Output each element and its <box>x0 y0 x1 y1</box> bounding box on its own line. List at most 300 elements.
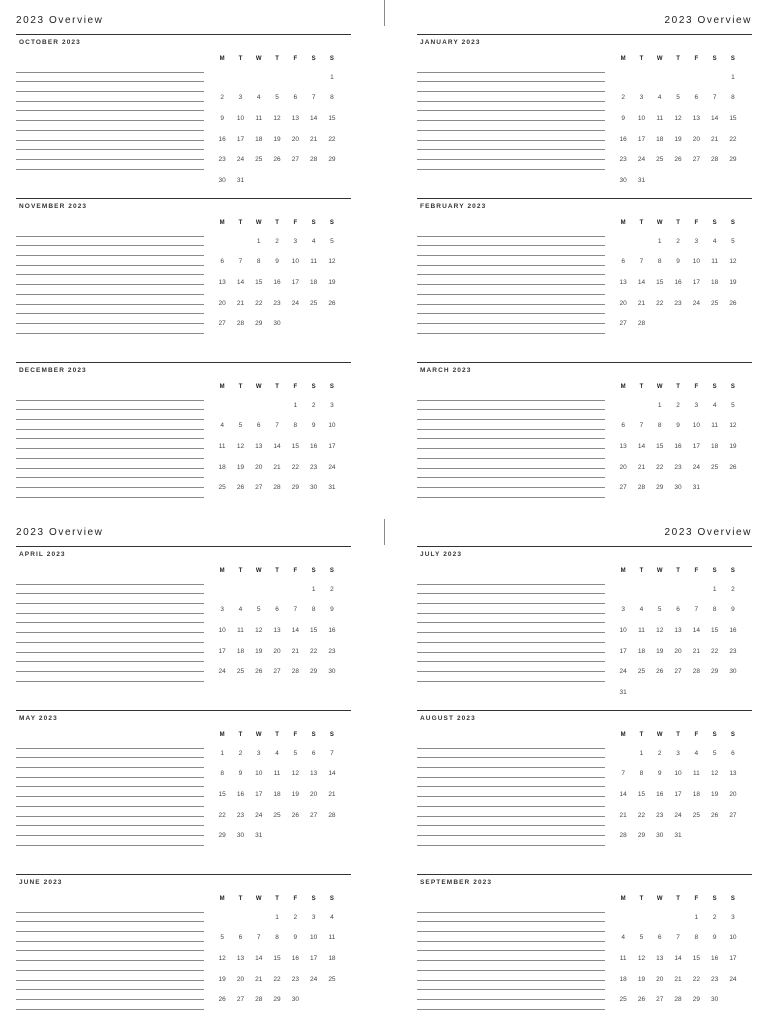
day-number[interactable]: 30 <box>291 996 299 1004</box>
day-number[interactable]: 14 <box>273 442 281 450</box>
note-line[interactable] <box>417 981 605 991</box>
day-number[interactable]: 23 <box>218 156 226 164</box>
day-number[interactable]: 10 <box>692 422 700 430</box>
day-number[interactable]: 19 <box>711 790 719 798</box>
note-line[interactable] <box>16 295 204 305</box>
day-number[interactable]: 7 <box>238 258 243 266</box>
note-line[interactable] <box>16 305 204 315</box>
day-number[interactable]: 5 <box>238 422 243 430</box>
note-line[interactable] <box>16 903 204 913</box>
day-number[interactable]: 9 <box>293 934 298 942</box>
day-number[interactable]: 12 <box>255 626 263 634</box>
day-number[interactable]: 6 <box>676 606 680 614</box>
day-number[interactable]: 27 <box>729 811 737 819</box>
day-number[interactable]: 9 <box>731 606 735 614</box>
day-number[interactable]: 8 <box>293 422 298 430</box>
day-number[interactable]: 23 <box>674 299 682 307</box>
day-number[interactable]: 17 <box>236 135 245 143</box>
note-line[interactable] <box>417 739 605 749</box>
day-number[interactable]: 26 <box>291 811 299 819</box>
day-number[interactable]: 5 <box>676 94 680 102</box>
day-number[interactable]: 22 <box>692 975 700 983</box>
note-line[interactable] <box>417 449 605 459</box>
day-number[interactable]: 7 <box>256 934 261 942</box>
day-number[interactable]: 11 <box>692 770 700 778</box>
note-line[interactable] <box>16 111 204 121</box>
note-line[interactable] <box>417 401 605 411</box>
note-line[interactable] <box>417 420 605 430</box>
day-number[interactable]: 8 <box>657 422 662 430</box>
note-line[interactable] <box>16 662 204 672</box>
day-number[interactable]: 5 <box>712 749 717 757</box>
day-number[interactable]: 23 <box>674 463 682 471</box>
day-number[interactable]: 14 <box>328 770 336 778</box>
day-number[interactable]: 2 <box>293 913 298 921</box>
day-number[interactable]: 15 <box>255 278 263 286</box>
day-number[interactable]: 4 <box>621 934 625 942</box>
day-number[interactable]: 22 <box>310 647 318 655</box>
day-number[interactable]: 4 <box>657 94 662 102</box>
day-number[interactable]: 9 <box>657 770 662 778</box>
day-number[interactable]: 29 <box>729 156 737 164</box>
day-number[interactable]: 10 <box>328 422 336 430</box>
day-number[interactable]: 7 <box>676 934 680 942</box>
day-number[interactable]: 12 <box>328 258 336 266</box>
day-number[interactable]: 8 <box>712 606 717 614</box>
note-line[interactable] <box>417 430 605 440</box>
day-number[interactable]: 3 <box>238 94 243 102</box>
day-number[interactable]: 22 <box>729 135 737 143</box>
day-number[interactable]: 8 <box>694 934 699 942</box>
day-number[interactable]: 30 <box>674 484 682 492</box>
day-number[interactable]: 13 <box>291 114 299 122</box>
day-number[interactable]: 13 <box>619 442 627 450</box>
day-number[interactable]: 21 <box>692 647 700 655</box>
note-line[interactable] <box>16 633 204 643</box>
day-number[interactable]: 27 <box>692 156 700 164</box>
note-line[interactable] <box>417 488 605 498</box>
day-number[interactable]: 1 <box>220 749 224 757</box>
note-line[interactable] <box>417 121 605 131</box>
day-number[interactable]: 16 <box>273 278 281 286</box>
note-line[interactable] <box>16 739 204 749</box>
day-number[interactable]: 4 <box>639 606 644 614</box>
day-number[interactable]: 17 <box>619 647 627 655</box>
note-line[interactable] <box>16 246 204 256</box>
day-number[interactable]: 14 <box>637 442 646 450</box>
notes-area[interactable] <box>16 391 204 498</box>
day-number[interactable]: 16 <box>656 790 664 798</box>
day-number[interactable]: 12 <box>291 770 299 778</box>
note-line[interactable] <box>16 449 204 459</box>
note-line[interactable] <box>417 141 605 151</box>
day-number[interactable]: 11 <box>328 934 336 942</box>
day-number[interactable]: 2 <box>712 913 717 921</box>
day-number[interactable]: 16 <box>236 790 245 798</box>
note-line[interactable] <box>16 623 204 633</box>
note-line[interactable] <box>417 913 605 923</box>
day-number[interactable]: 11 <box>255 114 263 122</box>
day-number[interactable]: 9 <box>621 114 625 122</box>
day-number[interactable]: 19 <box>729 442 737 450</box>
day-number[interactable]: 9 <box>311 422 316 430</box>
day-number[interactable]: 25 <box>656 156 664 164</box>
day-number[interactable]: 16 <box>291 954 299 962</box>
note-line[interactable] <box>16 82 204 92</box>
note-line[interactable] <box>417 575 605 585</box>
note-line[interactable] <box>16 971 204 981</box>
day-number[interactable]: 18 <box>273 790 281 798</box>
day-number[interactable]: 28 <box>692 668 700 676</box>
day-number[interactable]: 5 <box>731 401 735 409</box>
day-number[interactable]: 27 <box>619 320 627 328</box>
day-number[interactable]: 30 <box>273 320 281 328</box>
note-line[interactable] <box>16 932 204 942</box>
day-number[interactable]: 28 <box>310 156 318 164</box>
notes-area[interactable] <box>16 575 204 682</box>
day-number[interactable]: 5 <box>731 237 735 245</box>
day-number[interactable]: 9 <box>676 422 680 430</box>
day-number[interactable]: 24 <box>328 463 336 471</box>
day-number[interactable]: 3 <box>676 749 680 757</box>
day-number[interactable]: 1 <box>293 401 298 409</box>
day-number[interactable]: 4 <box>256 94 261 102</box>
day-number[interactable]: 10 <box>236 114 245 122</box>
day-number[interactable]: 14 <box>711 114 719 122</box>
day-number[interactable]: 29 <box>637 832 646 840</box>
note-line[interactable] <box>16 73 204 83</box>
day-number[interactable]: 25 <box>637 668 646 676</box>
day-number[interactable]: 2 <box>311 401 316 409</box>
day-number[interactable]: 8 <box>657 258 662 266</box>
day-number[interactable]: 22 <box>218 811 226 819</box>
day-number[interactable]: 9 <box>238 770 243 778</box>
note-line[interactable] <box>16 227 204 237</box>
note-line[interactable] <box>417 295 605 305</box>
day-number[interactable]: 16 <box>619 135 627 143</box>
day-number[interactable]: 22 <box>637 811 646 819</box>
day-number[interactable]: 30 <box>711 996 719 1004</box>
note-line[interactable] <box>417 903 605 913</box>
day-number[interactable]: 8 <box>275 934 279 942</box>
day-number[interactable]: 14 <box>310 114 318 122</box>
day-number[interactable]: 25 <box>255 156 263 164</box>
day-number[interactable]: 15 <box>218 790 226 798</box>
day-number[interactable]: 22 <box>273 975 281 983</box>
day-number[interactable]: 25 <box>711 463 719 471</box>
day-number[interactable]: 12 <box>656 626 664 634</box>
day-number[interactable]: 24 <box>255 811 263 819</box>
day-number[interactable]: 1 <box>657 237 662 245</box>
day-number[interactable]: 8 <box>330 94 334 102</box>
day-number[interactable]: 3 <box>220 606 224 614</box>
day-number[interactable]: 11 <box>638 626 645 634</box>
day-number[interactable]: 28 <box>674 996 682 1004</box>
day-number[interactable]: 18 <box>711 278 719 286</box>
day-number[interactable]: 19 <box>656 647 664 655</box>
day-number[interactable]: 19 <box>328 278 336 286</box>
day-number[interactable]: 30 <box>218 176 226 184</box>
day-number[interactable]: 28 <box>291 668 299 676</box>
note-line[interactable] <box>16 275 204 285</box>
day-number[interactable]: 11 <box>711 422 718 430</box>
day-number[interactable]: 17 <box>291 278 299 286</box>
day-number[interactable]: 17 <box>692 278 700 286</box>
day-number[interactable]: 13 <box>674 626 682 634</box>
day-number[interactable]: 31 <box>619 688 627 696</box>
day-number[interactable]: 2 <box>275 237 279 245</box>
note-line[interactable] <box>16 575 204 585</box>
note-line[interactable] <box>417 237 605 247</box>
day-number[interactable]: 7 <box>639 258 644 266</box>
day-number[interactable]: 23 <box>619 156 627 164</box>
day-number[interactable]: 5 <box>220 934 224 942</box>
day-number[interactable]: 27 <box>255 484 263 492</box>
note-line[interactable] <box>417 633 605 643</box>
notes-area[interactable] <box>417 903 605 1010</box>
day-number[interactable]: 6 <box>311 749 316 757</box>
day-number[interactable]: 29 <box>273 996 281 1004</box>
note-line[interactable] <box>16 410 204 420</box>
day-number[interactable]: 21 <box>637 299 646 307</box>
day-number[interactable]: 24 <box>692 299 700 307</box>
day-number[interactable]: 10 <box>674 770 682 778</box>
note-line[interactable] <box>417 275 605 285</box>
note-line[interactable] <box>16 604 204 614</box>
day-number[interactable]: 2 <box>657 749 662 757</box>
day-number[interactable]: 26 <box>674 156 682 164</box>
day-number[interactable]: 13 <box>692 114 700 122</box>
note-line[interactable] <box>417 324 605 334</box>
note-line[interactable] <box>417 92 605 102</box>
day-number[interactable]: 20 <box>729 790 737 798</box>
note-line[interactable] <box>16 478 204 488</box>
day-number[interactable]: 24 <box>692 463 700 471</box>
day-number[interactable]: 20 <box>236 975 245 983</box>
note-line[interactable] <box>16 160 204 170</box>
day-number[interactable]: 4 <box>712 401 717 409</box>
note-line[interactable] <box>417 111 605 121</box>
day-number[interactable]: 4 <box>712 237 717 245</box>
day-number[interactable]: 23 <box>273 299 281 307</box>
day-number[interactable]: 28 <box>328 811 336 819</box>
day-number[interactable]: 20 <box>674 647 682 655</box>
note-line[interactable] <box>417 922 605 932</box>
note-line[interactable] <box>16 1000 204 1010</box>
day-number[interactable]: 3 <box>639 94 644 102</box>
day-number[interactable]: 2 <box>220 94 224 102</box>
day-number[interactable]: 12 <box>729 422 737 430</box>
notes-area[interactable] <box>16 739 204 846</box>
notes-area[interactable] <box>417 391 605 498</box>
day-number[interactable]: 19 <box>273 135 281 143</box>
note-line[interactable] <box>417 391 605 401</box>
note-line[interactable] <box>16 594 204 604</box>
note-line[interactable] <box>16 951 204 961</box>
day-number[interactable]: 11 <box>273 770 281 778</box>
note-line[interactable] <box>16 778 204 788</box>
day-number[interactable]: 16 <box>674 278 682 286</box>
day-number[interactable]: 16 <box>674 442 682 450</box>
day-number[interactable]: 26 <box>273 156 281 164</box>
day-number[interactable]: 29 <box>218 832 226 840</box>
note-line[interactable] <box>16 672 204 682</box>
day-number[interactable]: 13 <box>656 954 664 962</box>
day-number[interactable]: 14 <box>619 790 627 798</box>
notes-area[interactable] <box>417 739 605 846</box>
note-line[interactable] <box>417 439 605 449</box>
day-number[interactable]: 24 <box>310 975 318 983</box>
note-line[interactable] <box>16 797 204 807</box>
day-number[interactable]: 8 <box>256 258 261 266</box>
day-number[interactable]: 26 <box>729 299 737 307</box>
day-number[interactable]: 2 <box>676 401 680 409</box>
day-number[interactable]: 28 <box>619 832 627 840</box>
day-number[interactable]: 31 <box>674 832 682 840</box>
note-line[interactable] <box>417 604 605 614</box>
day-number[interactable]: 26 <box>218 996 226 1004</box>
day-number[interactable]: 6 <box>621 422 625 430</box>
note-line[interactable] <box>417 749 605 759</box>
day-number[interactable]: 6 <box>621 258 625 266</box>
note-line[interactable] <box>16 585 204 595</box>
note-line[interactable] <box>417 585 605 595</box>
day-number[interactable]: 13 <box>619 278 627 286</box>
day-number[interactable]: 2 <box>238 749 243 757</box>
day-number[interactable]: 18 <box>619 975 627 983</box>
note-line[interactable] <box>16 922 204 932</box>
day-number[interactable]: 7 <box>712 94 717 102</box>
day-number[interactable]: 16 <box>328 626 336 634</box>
note-line[interactable] <box>417 778 605 788</box>
day-number[interactable]: 10 <box>692 258 700 266</box>
note-line[interactable] <box>16 131 204 141</box>
day-number[interactable]: 10 <box>637 114 646 122</box>
day-number[interactable]: 31 <box>255 832 263 840</box>
day-number[interactable]: 11 <box>218 442 226 450</box>
day-number[interactable]: 28 <box>637 484 646 492</box>
day-number[interactable]: 8 <box>311 606 316 614</box>
note-line[interactable] <box>16 63 204 73</box>
day-number[interactable]: 12 <box>729 258 737 266</box>
day-number[interactable]: 26 <box>656 668 664 676</box>
day-number[interactable]: 31 <box>328 484 336 492</box>
note-line[interactable] <box>16 150 204 160</box>
note-line[interactable] <box>16 420 204 430</box>
day-number[interactable]: 20 <box>273 647 281 655</box>
day-number[interactable]: 29 <box>711 668 719 676</box>
day-number[interactable]: 20 <box>692 135 700 143</box>
day-number[interactable]: 18 <box>328 954 336 962</box>
day-number[interactable]: 27 <box>656 996 664 1004</box>
day-number[interactable]: 19 <box>218 975 226 983</box>
day-number[interactable]: 9 <box>220 114 224 122</box>
note-line[interactable] <box>417 410 605 420</box>
day-number[interactable]: 25 <box>236 668 245 676</box>
day-number[interactable]: 15 <box>310 626 318 634</box>
day-number[interactable]: 13 <box>729 770 737 778</box>
note-line[interactable] <box>16 787 204 797</box>
day-number[interactable]: 5 <box>657 606 662 614</box>
day-number[interactable]: 16 <box>711 954 719 962</box>
note-line[interactable] <box>16 614 204 624</box>
day-number[interactable]: 9 <box>330 606 334 614</box>
note-line[interactable] <box>16 990 204 1000</box>
day-number[interactable]: 13 <box>255 442 263 450</box>
note-line[interactable] <box>417 787 605 797</box>
day-number[interactable]: 29 <box>255 320 263 328</box>
notes-area[interactable] <box>417 227 605 334</box>
day-number[interactable]: 28 <box>711 156 719 164</box>
note-line[interactable] <box>16 121 204 131</box>
day-number[interactable]: 18 <box>656 135 664 143</box>
note-line[interactable] <box>417 246 605 256</box>
day-number[interactable]: 2 <box>621 94 625 102</box>
day-number[interactable]: 11 <box>711 258 718 266</box>
day-number[interactable]: 13 <box>218 278 226 286</box>
day-number[interactable]: 28 <box>637 320 646 328</box>
day-number[interactable]: 19 <box>637 975 646 983</box>
note-line[interactable] <box>16 324 204 334</box>
day-number[interactable]: 17 <box>637 135 646 143</box>
day-number[interactable]: 30 <box>729 668 737 676</box>
day-number[interactable]: 25 <box>218 484 226 492</box>
day-number[interactable]: 29 <box>291 484 299 492</box>
day-number[interactable]: 27 <box>291 156 299 164</box>
day-number[interactable]: 10 <box>255 770 263 778</box>
day-number[interactable]: 14 <box>674 954 682 962</box>
day-number[interactable]: 6 <box>694 94 699 102</box>
day-number[interactable]: 25 <box>692 811 700 819</box>
note-line[interactable] <box>16 237 204 247</box>
note-line[interactable] <box>417 653 605 663</box>
day-number[interactable]: 25 <box>310 299 318 307</box>
day-number[interactable]: 5 <box>330 237 334 245</box>
day-number[interactable]: 27 <box>218 320 226 328</box>
note-line[interactable] <box>417 951 605 961</box>
day-number[interactable]: 4 <box>220 422 224 430</box>
note-line[interactable] <box>417 1000 605 1010</box>
day-number[interactable]: 15 <box>711 626 719 634</box>
note-line[interactable] <box>417 942 605 952</box>
day-number[interactable]: 3 <box>694 401 699 409</box>
day-number[interactable]: 23 <box>291 975 299 983</box>
day-number[interactable]: 20 <box>619 463 627 471</box>
day-number[interactable]: 15 <box>656 442 664 450</box>
day-number[interactable]: 27 <box>236 996 245 1004</box>
day-number[interactable]: 22 <box>291 463 299 471</box>
day-number[interactable]: 11 <box>656 114 664 122</box>
day-number[interactable]: 16 <box>310 442 318 450</box>
day-number[interactable]: 11 <box>619 954 627 962</box>
day-number[interactable]: 11 <box>310 258 317 266</box>
note-line[interactable] <box>16 401 204 411</box>
day-number[interactable]: 1 <box>694 913 699 921</box>
note-line[interactable] <box>417 150 605 160</box>
note-line[interactable] <box>16 92 204 102</box>
day-number[interactable]: 18 <box>692 790 700 798</box>
day-number[interactable]: 25 <box>619 996 627 1004</box>
day-number[interactable]: 26 <box>637 996 646 1004</box>
day-number[interactable]: 3 <box>731 913 735 921</box>
day-number[interactable]: 25 <box>711 299 719 307</box>
day-number[interactable]: 3 <box>293 237 298 245</box>
note-line[interactable] <box>417 594 605 604</box>
day-number[interactable]: 25 <box>328 975 336 983</box>
day-number[interactable]: 4 <box>694 749 699 757</box>
day-number[interactable]: 29 <box>656 484 664 492</box>
day-number[interactable]: 15 <box>637 790 646 798</box>
